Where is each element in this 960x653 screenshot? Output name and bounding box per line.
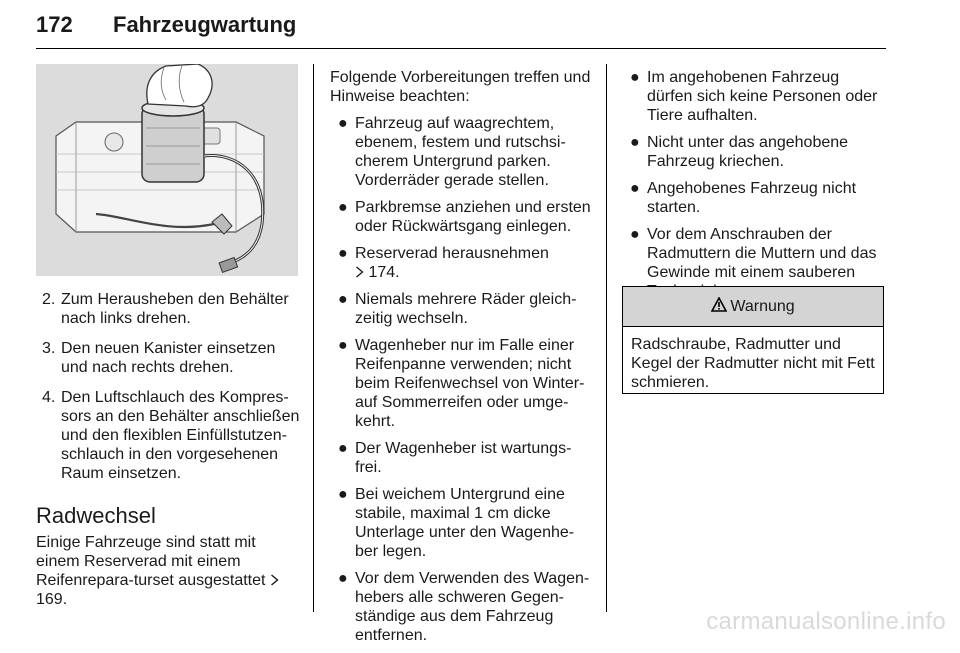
warning-header	[623, 287, 883, 327]
section-intro: Einige Fahrzeuge sind statt mit einem Reserverad mit einem Reifenrepara-turset ausgestattet 169.	[36, 533, 302, 609]
column-divider-2	[606, 64, 607, 612]
safety-list	[622, 68, 886, 301]
chapter-title: Fahrzeugwartung	[113, 12, 297, 37]
list-item: ● Reserverad herausnehmen 174.	[338, 245, 549, 281]
header-rule	[36, 48, 886, 49]
list-item: ● Der Wagenheber ist wartungs-frei.	[338, 440, 572, 476]
page-ref-arrow-icon	[355, 264, 364, 281]
page-ref-link[interactable]: 169.	[36, 591, 68, 608]
page-header	[36, 12, 886, 52]
preparation-list	[330, 114, 596, 645]
page-ref-link[interactable]: 174.	[368, 264, 400, 281]
page-ref-arrow-icon	[270, 572, 279, 589]
list-item: ● Vor dem Anschrauben der Radmuttern die Muttern und das Gewinde mit einem sauberen	[630, 226, 877, 281]
step-item: 3. Den neuen Kanister einsetzen und nach rechts drehen.	[42, 340, 276, 376]
list-item: ● Angehobenes Fahrzeug nicht starten.	[630, 180, 857, 216]
list-item: ● Vor dem Verwenden des Wagen-hebers alle schweren Gegen-ständige aus dem Fahrzeug entfernen.	[338, 570, 590, 644]
list-item: ● Niemals mehrere Räder gleich-zeitig wechseln.	[338, 291, 577, 327]
list-item: ● Bei weichem Untergrund eine stabile, maximal 1 cm dicke Unterlage unter den Wagenhe-ber legen.	[338, 486, 575, 560]
warning-triangle-icon	[711, 297, 730, 317]
page-number: 172	[36, 12, 73, 37]
left-column	[36, 290, 302, 609]
list-item: ● Fahrzeug auf waagrechtem, ebenem, festem und rutschsi-cherem Untergrund parken. Vorderräder gerade stellen.	[338, 115, 566, 189]
section-title-radwechsel: Radwechsel	[36, 503, 156, 528]
warning-box	[622, 286, 884, 394]
list-item: ● Im angehobenen Fahrzeug dürfen sich keine Personen oder Tiere aufhalten.	[630, 69, 878, 124]
middle-intro: Folgende Vorbereitungen treffen und Hinweise beachten:	[330, 69, 591, 105]
list-item: ● Parkbremse anziehen und ersten oder Rückwärtsgang einlegen.	[338, 199, 591, 235]
list-item: ● Wagenheber nur im Falle einer Reifenpanne verwenden; nicht beim Reifenwechsel von Winter- auf Sommerreifen oder umge-kehrt.	[338, 337, 585, 430]
step-item: 4. Den Luftschlauch des Kompres-sors an den Behälter anschließen und den flexiblen Einfüllstutzen-schlauch in den vorgesehenen Raum einsetzen.	[42, 389, 300, 482]
column-divider-1	[313, 64, 314, 612]
tire-repair-kit-illustration	[36, 64, 298, 276]
watermark: carmanualsonline.info	[706, 608, 946, 635]
warning-title: Warnung	[730, 297, 795, 315]
list-item: ● Nicht unter das angehobene Fahrzeug kriechen.	[630, 134, 849, 170]
right-column	[622, 68, 886, 309]
step-list	[36, 290, 302, 483]
middle-column	[330, 68, 596, 653]
step-item: 2. Zum Herausheben den Behälter nach links drehen.	[42, 291, 289, 327]
warning-text: Radschraube, Radmutter und Kegel der Radmutter nicht mit Fett schmieren.	[631, 336, 875, 391]
